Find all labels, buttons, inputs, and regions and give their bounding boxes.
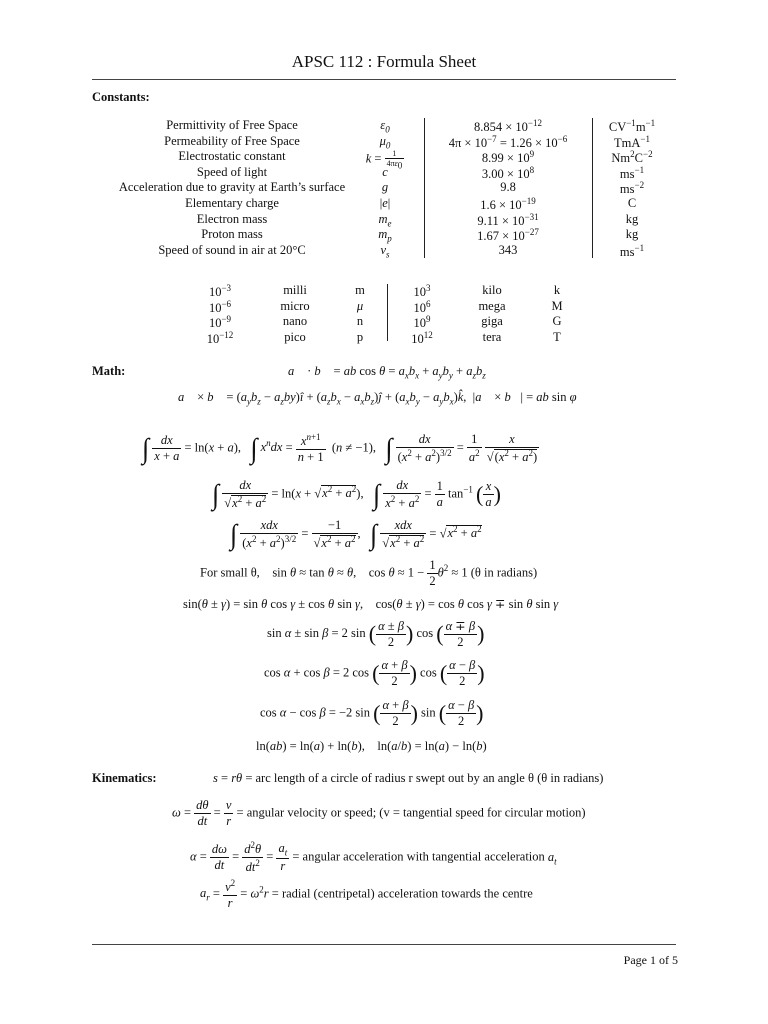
prefix-name-left: milli [283, 283, 307, 297]
prefix-power-right: $10^{12}$ [411, 329, 433, 346]
cos-sum-identity: cos α + cos β = 2 cos ( $\frac{\alpha + \beta}{2}$ ) cos ( $\frac{\alpha - \beta}{2}$ ) [264, 658, 485, 688]
constant-symbol: c [382, 164, 388, 179]
prefix-name-right: mega [478, 298, 506, 313]
header-rule [92, 79, 676, 80]
constant-value: $8.854 \times 10^{-12}$ [473, 118, 542, 135]
constant-value: 9.8 [500, 180, 516, 195]
prefix-name-right: tera [482, 329, 502, 344]
angular-acceleration-formula: α = $\frac{d\omega}{dt}$ = $\frac{d^2\theta}{dt^2}$ = $\frac{a_t}{r}$ = angular acceleration with tangential acceleration $a_t$ [190, 840, 557, 875]
page-number: Page 1 of 5 [623, 953, 678, 967]
radial-acceleration-formula: $a_r$ = $\frac{v^2}{r}$ = $\omega^2r$ = radial (centripetal) acceleration towards the centre [200, 878, 533, 911]
constant-symbol: g [381, 180, 389, 195]
constant-unit: $Nm^2C^{-2}$ [611, 149, 653, 166]
constant-symbol: |e| [379, 196, 391, 210]
prefix-power-left: $10^{-3}$ [208, 283, 232, 300]
constant-unit: $ms^{-1}$ [619, 164, 645, 181]
prefix-symbol-left: p [356, 329, 364, 344]
angle-sum-identities: sin(θ ± γ) = sin θ cos γ ± cos θ sin γ, cos(θ ± γ) = cos θ cos γ ∓ sin θ sin γ [183, 597, 559, 611]
integral-row-2: ∫ $\frac{dx}{√x^2 + a^2}$ = $\ln(x + √x^2 + a^2)$, ∫ $\frac{dx}{x^2 + a^2}$ = $\frac{1}{a}$ $\tan^{-1}$ ( $\frac{x}{a}$ ) [212, 478, 501, 511]
prefix-power-left: $10^{-6}$ [208, 298, 232, 315]
prefix-name-right: kilo [482, 283, 502, 297]
constant-unit: TmA$^{-1}$ [614, 133, 650, 150]
constant-unit: kg [625, 227, 639, 242]
dot-product: a⃗ · b⃗ = ab $\cos \theta = a_xb_x + a_yb_y + a_zb_z$ [288, 364, 486, 381]
constant-name: Elementary charge [185, 196, 279, 210]
constant-unit: $ms^{-2}$ [619, 180, 645, 197]
constant-name: Speed of light [196, 164, 268, 179]
constant-unit: kg [625, 211, 639, 226]
constant-symbol: $m_p$ [378, 227, 392, 244]
prefix-symbol-left: m [355, 283, 365, 297]
constant-name: Acceleration due to gravity at Earth’s surface [118, 180, 346, 195]
prefix-symbol-right: T [553, 329, 561, 344]
constant-unit: $CV^{-1}m^{-1}$ [608, 118, 656, 135]
prefix-power-right: $10^6$ [413, 298, 431, 315]
constant-symbol: $\mu_0$ [379, 133, 391, 151]
constant-name: Permittivity of Free Space [166, 118, 298, 132]
prefix-power-right: $10^9$ [413, 314, 431, 331]
prefix-name-left: pico [284, 329, 306, 344]
math-heading: Math: [92, 364, 126, 378]
integral-row-1: ∫ $\frac{dx}{x + a}$ = ln(x + a), ∫ $x^ndx$ = $\frac{x^{n+1}}{n + 1}$ (n ≠ −1), ∫ $\frac{dx}{(x^2 + a^2)^{3/2}}$ = $\frac{1}{a^2}$ $\frac{x}{√(x^2 + a^2)}$ [142, 432, 538, 465]
constant-value: $3.00 \times 10^8$ [481, 164, 535, 181]
constants-divider-2 [592, 118, 593, 258]
sin-sum-identity: sin α ± sin β = 2 sin ( $\frac{\alpha \pm \beta}{2}$ ) cos ( $\frac{\alpha \mp \beta}{2}$ ) [267, 618, 485, 649]
prefix-symbol-left: μ [356, 298, 364, 313]
page-title: APSC 112 : Formula Sheet [291, 52, 477, 71]
footer-rule [92, 944, 676, 945]
prefix-power-left: $10^{-9}$ [208, 314, 232, 331]
constants-heading: Constants: [92, 90, 150, 104]
constant-unit: $ms^{-1}$ [619, 242, 645, 259]
arc-length-formula: s = rθ = arc length of a circle of radius r swept out by an angle θ (θ in radians) [213, 771, 604, 785]
log-identities: ln(ab) = ln(a) + ln(b), ln(a/b) = ln(a) − ln(b) [256, 739, 487, 753]
prefix-divider [387, 284, 388, 341]
constant-symbol: $m_e$ [378, 211, 392, 229]
constant-value: $1.6 \times 10^{-19}$ [480, 196, 536, 213]
constant-name: Electrostatic constant [178, 149, 286, 164]
prefix-name-left: nano [282, 314, 308, 329]
cos-diff-identity: cos α − cos β = −2 sin ( $\frac{\alpha + \beta}{2}$ ) sin ( $\frac{\alpha - \beta}{2}$ ) [260, 698, 484, 728]
cross-product: a⃗ × b⃗ = ($a_yb_z$ − $a_zby)î + (a_zb_x$ − $a_xb_z)ĵ + (a_xb_y$ − $a_yb_x)k̂$, |a⃗ × b⃗| = ab sin φ [178, 390, 577, 407]
constant-value: $4\pi \times 10^{-7} = 1.26 \times 10^{-6}$ [448, 133, 568, 150]
constant-name: Permeability of Free Space [164, 133, 300, 148]
prefix-symbol-left: n [356, 314, 364, 329]
constant-value: $1.67 \times 10^{-27}$ [477, 227, 539, 244]
constant-value: $9.11 \times 10^{-31}$ [477, 211, 539, 228]
constant-name: Electron mass [196, 211, 268, 226]
prefix-symbol-right: M [551, 298, 563, 313]
prefix-name-left: micro [280, 298, 310, 313]
angular-velocity-formula: ω = $\frac{d\theta}{dt}$ = $\frac{v}{r}$ = angular velocity or speed; (v = tangential speed for circular motion) [172, 798, 586, 828]
prefix-power-right: $10^3$ [413, 283, 431, 300]
prefix-name-right: giga [481, 314, 503, 329]
constant-value: $8.99 \times 10^9$ [481, 149, 535, 166]
constants-divider-1 [424, 118, 425, 258]
constant-value: 343 [498, 242, 518, 257]
prefix-symbol-right: k [553, 283, 561, 297]
kinematics-heading: Kinematics: [92, 771, 157, 785]
prefix-power-left: $10^{-12}$ [206, 329, 234, 346]
constant-symbol: $\varepsilon_0$ [380, 118, 390, 135]
constant-name: Speed of sound in air at 20°C [158, 242, 306, 257]
integral-row-3: ∫ $\frac{\text{xdx}}{(x^2 + a^2)^{3/2}}$ = $\frac{-1}{√x^2 + a^2}$ , ∫ $\frac{\text{xdx}}{√x^2 + a^2}$ = $√x^2 + a^2$ [230, 518, 482, 551]
constant-symbol: $v_s$ [380, 242, 390, 260]
small-angle-approx: For small θ, sin θ ≈ tan θ ≈ θ, cos θ ≈ 1 − $\frac{1}{2}$ $\theta^2 \approx 1$ (θ in radians) [200, 558, 538, 588]
prefix-symbol-right: G [552, 314, 562, 329]
constant-unit: C [627, 196, 637, 210]
constant-symbol: k = $\frac{1}{4\pi\varepsilon_0}$ [365, 149, 403, 171]
constant-name: Proton mass [201, 227, 263, 242]
